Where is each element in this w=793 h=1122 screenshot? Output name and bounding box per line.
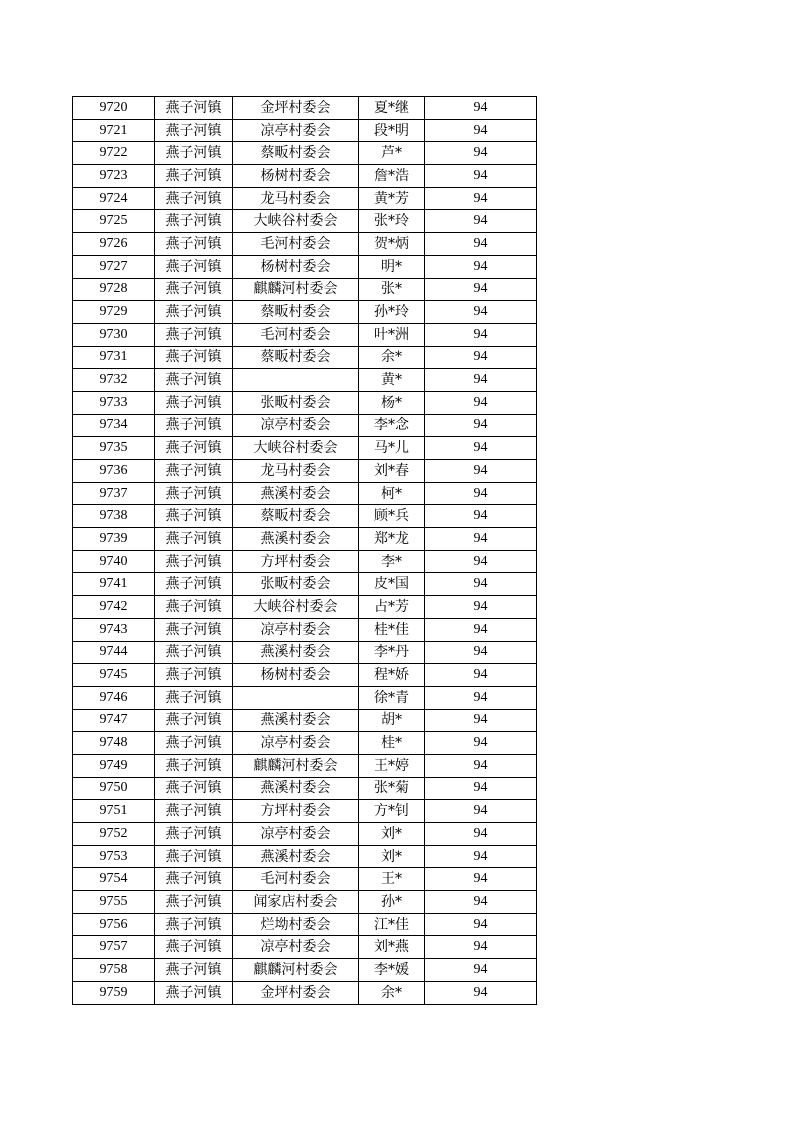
table-row <box>73 255 537 278</box>
village-committee-cell: 燕溪村委会 <box>233 641 359 664</box>
table-row <box>73 913 537 936</box>
village-committee-cell: 杨树村委会 <box>233 664 359 687</box>
town-cell: 燕子河镇 <box>155 505 233 528</box>
person-name-cell: 詹*浩 <box>359 165 425 188</box>
village-committee-cell: 杨树村委会 <box>233 255 359 278</box>
serial-number-cell: 9746 <box>73 686 155 709</box>
person-name-cell: 柯* <box>359 482 425 505</box>
town-cell: 燕子河镇 <box>155 437 233 460</box>
table-row <box>73 550 537 573</box>
town-cell: 燕子河镇 <box>155 210 233 233</box>
table-row <box>73 777 537 800</box>
table-row <box>73 391 537 414</box>
serial-number-cell: 9724 <box>73 187 155 210</box>
serial-number-cell: 9738 <box>73 505 155 528</box>
score-cell: 94 <box>425 913 537 936</box>
village-committee-cell: 大峡谷村委会 <box>233 437 359 460</box>
person-name-cell: 黄* <box>359 369 425 392</box>
person-name-cell: 郑*龙 <box>359 528 425 551</box>
village-committee-cell: 燕溪村委会 <box>233 777 359 800</box>
person-name-cell: 张* <box>359 278 425 301</box>
person-name-cell: 夏*继 <box>359 97 425 120</box>
score-cell: 94 <box>425 664 537 687</box>
person-name-cell: 王*婷 <box>359 754 425 777</box>
town-cell: 燕子河镇 <box>155 936 233 959</box>
score-cell: 94 <box>425 414 537 437</box>
serial-number-cell: 9721 <box>73 119 155 142</box>
serial-number-cell: 9747 <box>73 709 155 732</box>
town-cell: 燕子河镇 <box>155 460 233 483</box>
table-row <box>73 754 537 777</box>
town-cell: 燕子河镇 <box>155 233 233 256</box>
table-row <box>73 959 537 982</box>
score-cell: 94 <box>425 119 537 142</box>
village-committee-cell: 蔡畈村委会 <box>233 301 359 324</box>
person-name-cell: 刘*燕 <box>359 936 425 959</box>
score-cell: 94 <box>425 437 537 460</box>
person-name-cell: 程*娇 <box>359 664 425 687</box>
score-cell: 94 <box>425 142 537 165</box>
village-committee-cell <box>233 369 359 392</box>
serial-number-cell: 9727 <box>73 255 155 278</box>
town-cell: 燕子河镇 <box>155 709 233 732</box>
town-cell: 燕子河镇 <box>155 596 233 619</box>
village-committee-cell: 方坪村委会 <box>233 800 359 823</box>
village-committee-cell: 凉亭村委会 <box>233 119 359 142</box>
person-name-cell: 孙*玲 <box>359 301 425 324</box>
score-cell: 94 <box>425 641 537 664</box>
score-cell: 94 <box>425 959 537 982</box>
table-row <box>73 460 537 483</box>
village-committee-cell: 龙马村委会 <box>233 460 359 483</box>
person-name-cell: 桂* <box>359 732 425 755</box>
person-name-cell: 贺*炳 <box>359 233 425 256</box>
village-committee-cell: 凉亭村委会 <box>233 732 359 755</box>
table-row <box>73 233 537 256</box>
table-row <box>73 732 537 755</box>
village-committee-cell: 燕溪村委会 <box>233 845 359 868</box>
village-committee-cell: 凉亭村委会 <box>233 936 359 959</box>
serial-number-cell: 9725 <box>73 210 155 233</box>
serial-number-cell: 9730 <box>73 323 155 346</box>
score-cell: 94 <box>425 550 537 573</box>
town-cell: 燕子河镇 <box>155 823 233 846</box>
table-row <box>73 573 537 596</box>
village-committee-cell: 闻家店村委会 <box>233 891 359 914</box>
score-cell: 94 <box>425 460 537 483</box>
roster-body <box>73 97 537 1005</box>
table-row <box>73 346 537 369</box>
person-name-cell: 刘*春 <box>359 460 425 483</box>
village-committee-cell: 燕溪村委会 <box>233 709 359 732</box>
town-cell: 燕子河镇 <box>155 142 233 165</box>
score-cell: 94 <box>425 323 537 346</box>
person-name-cell: 段*明 <box>359 119 425 142</box>
town-cell: 燕子河镇 <box>155 255 233 278</box>
table-row <box>73 823 537 846</box>
person-name-cell: 余* <box>359 346 425 369</box>
town-cell: 燕子河镇 <box>155 165 233 188</box>
person-name-cell: 刘* <box>359 823 425 846</box>
score-cell: 94 <box>425 301 537 324</box>
town-cell: 燕子河镇 <box>155 391 233 414</box>
serial-number-cell: 9756 <box>73 913 155 936</box>
person-name-cell: 余* <box>359 981 425 1004</box>
score-cell: 94 <box>425 868 537 891</box>
score-cell: 94 <box>425 823 537 846</box>
serial-number-cell: 9751 <box>73 800 155 823</box>
serial-number-cell: 9753 <box>73 845 155 868</box>
score-cell: 94 <box>425 686 537 709</box>
serial-number-cell: 9755 <box>73 891 155 914</box>
table-row <box>73 641 537 664</box>
score-cell: 94 <box>425 187 537 210</box>
village-committee-cell: 凉亭村委会 <box>233 414 359 437</box>
person-name-cell: 皮*国 <box>359 573 425 596</box>
score-cell: 94 <box>425 346 537 369</box>
score-cell: 94 <box>425 391 537 414</box>
table-row <box>73 936 537 959</box>
serial-number-cell: 9734 <box>73 414 155 437</box>
town-cell: 燕子河镇 <box>155 369 233 392</box>
score-cell: 94 <box>425 528 537 551</box>
table-row <box>73 868 537 891</box>
village-committee-cell: 麒麟河村委会 <box>233 959 359 982</box>
serial-number-cell: 9733 <box>73 391 155 414</box>
town-cell: 燕子河镇 <box>155 800 233 823</box>
person-name-cell: 王* <box>359 868 425 891</box>
table-row <box>73 437 537 460</box>
score-cell: 94 <box>425 981 537 1004</box>
village-committee-cell: 麒麟河村委会 <box>233 278 359 301</box>
village-committee-cell: 金坪村委会 <box>233 981 359 1004</box>
serial-number-cell: 9758 <box>73 959 155 982</box>
serial-number-cell: 9722 <box>73 142 155 165</box>
town-cell: 燕子河镇 <box>155 777 233 800</box>
person-name-cell: 孙* <box>359 891 425 914</box>
person-name-cell: 李*媛 <box>359 959 425 982</box>
town-cell: 燕子河镇 <box>155 959 233 982</box>
serial-number-cell: 9750 <box>73 777 155 800</box>
roster-table <box>72 96 537 1005</box>
serial-number-cell: 9731 <box>73 346 155 369</box>
score-cell: 94 <box>425 754 537 777</box>
serial-number-cell: 9744 <box>73 641 155 664</box>
village-committee-cell: 蔡畈村委会 <box>233 142 359 165</box>
town-cell: 燕子河镇 <box>155 891 233 914</box>
table-row <box>73 618 537 641</box>
person-name-cell: 方*钊 <box>359 800 425 823</box>
serial-number-cell: 9728 <box>73 278 155 301</box>
table-row <box>73 369 537 392</box>
village-committee-cell: 凉亭村委会 <box>233 618 359 641</box>
table-row <box>73 891 537 914</box>
score-cell: 94 <box>425 732 537 755</box>
village-committee-cell: 毛河村委会 <box>233 868 359 891</box>
village-committee-cell: 麒麟河村委会 <box>233 754 359 777</box>
town-cell: 燕子河镇 <box>155 913 233 936</box>
serial-number-cell: 9759 <box>73 981 155 1004</box>
town-cell: 燕子河镇 <box>155 618 233 641</box>
serial-number-cell: 9737 <box>73 482 155 505</box>
town-cell: 燕子河镇 <box>155 981 233 1004</box>
town-cell: 燕子河镇 <box>155 528 233 551</box>
person-name-cell: 徐*青 <box>359 686 425 709</box>
score-cell: 94 <box>425 891 537 914</box>
person-name-cell: 叶*洲 <box>359 323 425 346</box>
serial-number-cell: 9732 <box>73 369 155 392</box>
table-row <box>73 119 537 142</box>
table-row <box>73 301 537 324</box>
score-cell: 94 <box>425 482 537 505</box>
town-cell: 燕子河镇 <box>155 187 233 210</box>
person-name-cell: 桂*佳 <box>359 618 425 641</box>
town-cell: 燕子河镇 <box>155 97 233 120</box>
village-committee-cell: 龙马村委会 <box>233 187 359 210</box>
person-name-cell: 杨* <box>359 391 425 414</box>
score-cell: 94 <box>425 709 537 732</box>
person-name-cell: 江*佳 <box>359 913 425 936</box>
person-name-cell: 明* <box>359 255 425 278</box>
person-name-cell: 张*菊 <box>359 777 425 800</box>
person-name-cell: 占*芳 <box>359 596 425 619</box>
table-row <box>73 142 537 165</box>
table-row <box>73 323 537 346</box>
town-cell: 燕子河镇 <box>155 641 233 664</box>
person-name-cell: 顾*兵 <box>359 505 425 528</box>
score-cell: 94 <box>425 800 537 823</box>
table-row <box>73 505 537 528</box>
table-row <box>73 981 537 1004</box>
serial-number-cell: 9743 <box>73 618 155 641</box>
table-row <box>73 800 537 823</box>
serial-number-cell: 9752 <box>73 823 155 846</box>
village-committee-cell: 大峡谷村委会 <box>233 596 359 619</box>
score-cell: 94 <box>425 278 537 301</box>
score-cell: 94 <box>425 255 537 278</box>
village-committee-cell: 毛河村委会 <box>233 233 359 256</box>
village-committee-cell: 金坪村委会 <box>233 97 359 120</box>
score-cell: 94 <box>425 845 537 868</box>
town-cell: 燕子河镇 <box>155 686 233 709</box>
serial-number-cell: 9723 <box>73 165 155 188</box>
town-cell: 燕子河镇 <box>155 868 233 891</box>
village-committee-cell: 大峡谷村委会 <box>233 210 359 233</box>
serial-number-cell: 9741 <box>73 573 155 596</box>
table-row <box>73 187 537 210</box>
table-row <box>73 278 537 301</box>
village-committee-cell: 毛河村委会 <box>233 323 359 346</box>
score-cell: 94 <box>425 618 537 641</box>
town-cell: 燕子河镇 <box>155 732 233 755</box>
serial-number-cell: 9726 <box>73 233 155 256</box>
serial-number-cell: 9749 <box>73 754 155 777</box>
village-committee-cell: 凉亭村委会 <box>233 823 359 846</box>
score-cell: 94 <box>425 505 537 528</box>
village-committee-cell: 蔡畈村委会 <box>233 505 359 528</box>
person-name-cell: 刘* <box>359 845 425 868</box>
serial-number-cell: 9736 <box>73 460 155 483</box>
village-committee-cell: 杨树村委会 <box>233 165 359 188</box>
score-cell: 94 <box>425 596 537 619</box>
table-row <box>73 482 537 505</box>
village-committee-cell: 张畈村委会 <box>233 573 359 596</box>
serial-number-cell: 9720 <box>73 97 155 120</box>
town-cell: 燕子河镇 <box>155 550 233 573</box>
score-cell: 94 <box>425 97 537 120</box>
serial-number-cell: 9740 <box>73 550 155 573</box>
village-committee-cell <box>233 686 359 709</box>
town-cell: 燕子河镇 <box>155 414 233 437</box>
person-name-cell: 李* <box>359 550 425 573</box>
serial-number-cell: 9754 <box>73 868 155 891</box>
person-name-cell: 马*儿 <box>359 437 425 460</box>
score-cell: 94 <box>425 777 537 800</box>
town-cell: 燕子河镇 <box>155 664 233 687</box>
serial-number-cell: 9757 <box>73 936 155 959</box>
village-committee-cell: 蔡畈村委会 <box>233 346 359 369</box>
village-committee-cell: 烂坳村委会 <box>233 913 359 936</box>
village-committee-cell: 燕溪村委会 <box>233 528 359 551</box>
serial-number-cell: 9729 <box>73 301 155 324</box>
table-row <box>73 528 537 551</box>
score-cell: 94 <box>425 233 537 256</box>
score-cell: 94 <box>425 369 537 392</box>
score-cell: 94 <box>425 573 537 596</box>
village-committee-cell: 燕溪村委会 <box>233 482 359 505</box>
town-cell: 燕子河镇 <box>155 346 233 369</box>
town-cell: 燕子河镇 <box>155 301 233 324</box>
person-name-cell: 胡* <box>359 709 425 732</box>
score-cell: 94 <box>425 165 537 188</box>
person-name-cell: 芦* <box>359 142 425 165</box>
serial-number-cell: 9739 <box>73 528 155 551</box>
serial-number-cell: 9735 <box>73 437 155 460</box>
person-name-cell: 张*玲 <box>359 210 425 233</box>
person-name-cell: 李*念 <box>359 414 425 437</box>
score-cell: 94 <box>425 936 537 959</box>
table-row <box>73 97 537 120</box>
table-row <box>73 845 537 868</box>
village-committee-cell: 方坪村委会 <box>233 550 359 573</box>
town-cell: 燕子河镇 <box>155 845 233 868</box>
person-name-cell: 李*丹 <box>359 641 425 664</box>
serial-number-cell: 9742 <box>73 596 155 619</box>
table-row <box>73 686 537 709</box>
village-committee-cell: 张畈村委会 <box>233 391 359 414</box>
table-row <box>73 414 537 437</box>
town-cell: 燕子河镇 <box>155 278 233 301</box>
table-row <box>73 210 537 233</box>
table-row <box>73 709 537 732</box>
town-cell: 燕子河镇 <box>155 573 233 596</box>
serial-number-cell: 9745 <box>73 664 155 687</box>
table-row <box>73 165 537 188</box>
town-cell: 燕子河镇 <box>155 754 233 777</box>
town-cell: 燕子河镇 <box>155 482 233 505</box>
table-row <box>73 596 537 619</box>
serial-number-cell: 9748 <box>73 732 155 755</box>
town-cell: 燕子河镇 <box>155 323 233 346</box>
table-row <box>73 664 537 687</box>
town-cell: 燕子河镇 <box>155 119 233 142</box>
score-cell: 94 <box>425 210 537 233</box>
person-name-cell: 黄*芳 <box>359 187 425 210</box>
